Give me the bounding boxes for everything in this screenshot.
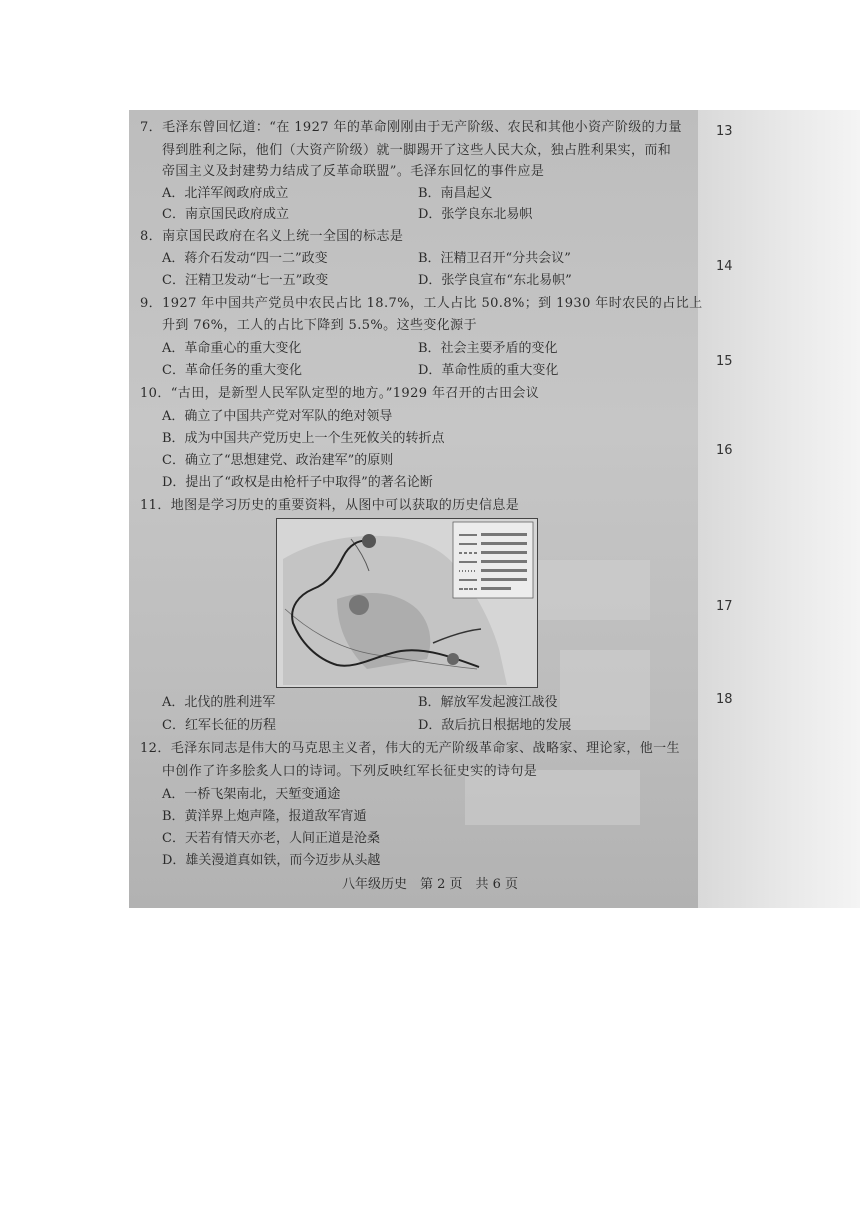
question-9-option-b[interactable]: B．社会主要矛盾的变化 [418, 341, 558, 356]
question-12-stem: 12．毛泽东同志是伟大的马克思主义者，伟大的无产阶级革命家、战略家、理论家，他一生 [140, 741, 680, 756]
question-8-option-a[interactable]: A．蒋介石发动“四一二”政变 [162, 251, 328, 266]
adjacent-page-edge [698, 110, 860, 908]
side-question-number: 17 [716, 599, 733, 614]
question-7-option-b[interactable]: B．南昌起义 [418, 186, 493, 201]
question-9-stem: 升到 76%，工人的占比下降到 5.5%。这些变化源于 [162, 318, 477, 333]
question-10-stem: 10．“古田，是新型人民军队定型的地方。”1929 年召开的古田会议 [140, 386, 540, 401]
question-8-option-b[interactable]: B．汪精卫召开“分共会议” [418, 251, 571, 266]
question-7-option-d[interactable]: D．张学良东北易帜 [418, 207, 533, 222]
side-question-number: 13 [716, 124, 733, 139]
question-11-option-c[interactable]: C．红军长征的历程 [162, 718, 276, 733]
question-7-stem: 得到胜利之际，他们（大资产阶级）就一脚踢开了这些人民大众，独占胜利果实，而和 [162, 143, 672, 158]
question-10-option-d[interactable]: D．提出了“政权是由枪杆子中取得”的著名论断 [162, 475, 433, 490]
question-12-option-d[interactable]: D．雄关漫道真如铁，而今迈步从头越 [162, 853, 381, 868]
bleed-through-photo [560, 650, 650, 730]
question-8-option-d[interactable]: D．张学良宣布“东北易帜” [418, 273, 572, 288]
question-12-option-b[interactable]: B．黄洋界上炮声隆，报道敌军宵遁 [162, 809, 367, 824]
question-11-option-a[interactable]: A．北伐的胜利进军 [162, 695, 276, 710]
question-8-option-c[interactable]: C．汪精卫发动“七一五”政变 [162, 273, 329, 288]
side-question-number: 18 [716, 692, 733, 707]
question-7-option-a[interactable]: A．北洋军阀政府成立 [162, 186, 289, 201]
question-9-option-a[interactable]: A．革命重心的重大变化 [162, 341, 302, 356]
side-question-number: 14 [716, 259, 733, 274]
question-9-option-d[interactable]: D．革命性质的重大变化 [418, 363, 559, 378]
page-footer: 八年级历史 第 2 页 共 6 页 [341, 877, 519, 892]
question-11-option-b[interactable]: B．解放军发起渡江战役 [418, 695, 558, 710]
side-question-number: 15 [716, 354, 733, 369]
question-11-option-d[interactable]: D．敌后抗日根据地的发展 [418, 718, 572, 733]
question-12-stem: 中创作了许多脍炙人口的诗词。下列反映红军长征史实的诗句是 [162, 764, 538, 779]
question-12-option-c[interactable]: C．天若有情天亦老，人间正道是沧桑 [162, 831, 380, 846]
question-10-option-a[interactable]: A．确立了中国共产党对军队的绝对领导 [162, 409, 393, 424]
question-7-option-c[interactable]: C．南京国民政府成立 [162, 207, 289, 222]
question-10-option-c[interactable]: C．确立了“思想建党、政治建军”的原则 [162, 453, 394, 468]
question-11-stem: 11．地图是学习历史的重要资料，从图中可以获取的历史信息是 [140, 498, 520, 513]
question-7-stem: 帝国主义及封建势力结成了反革命联盟”。毛泽东回忆的事件应是 [162, 164, 545, 179]
question-9-stem: 9．1927 年中国共产党员中农民占比 18.7%，工人占比 50.8%；到 1930 年时农民的占比上 [140, 296, 703, 311]
question-12-option-a[interactable]: A．一桥飞架南北，天堑变通途 [162, 787, 341, 802]
question-8-stem: 8．南京国民政府在名义上统一全国的标志是 [140, 229, 404, 244]
route-map-figure [276, 518, 538, 688]
question-9-option-c[interactable]: C．革命任务的重大变化 [162, 363, 302, 378]
side-question-number: 16 [716, 443, 733, 458]
question-7-stem: 7．毛泽东曾回忆道：“在 1927 年的革命刚刚由于无产阶级、农民和其他小资产阶级的力量 [140, 120, 682, 135]
map-illustration [277, 519, 537, 687]
question-10-option-b[interactable]: B．成为中国共产党历史上一个生死攸关的转折点 [162, 431, 445, 446]
